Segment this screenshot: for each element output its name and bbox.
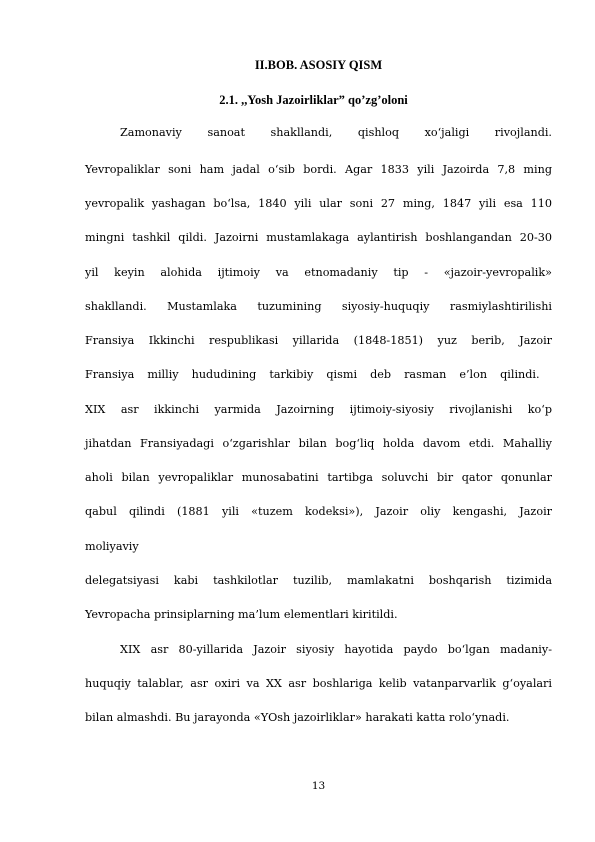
text-line: Fransiya milliy hududining tarkibiy qismi deb rasman e’lon qilindi. <box>85 368 540 381</box>
text-line: Zamonaviy sanoat shakllandi, qishloq xo‘jaligi rivojlandi. <box>120 126 552 139</box>
text-line: qabul qilindi (1881 yili «tuzem kodeksi»), Jazoir oliy kengashi, Jazoir <box>85 505 552 518</box>
page-number: 13 <box>311 780 326 792</box>
text-line: Yevropaliklar soni ham jadal o‘sib bordi. Agar 1833 yili Jazoirda 7,8 ming <box>85 163 552 176</box>
section-heading: 2.1. ,,Yosh Jazoirliklar” qo’zg’oloni <box>219 93 408 107</box>
text-line: huquqiy talablar, asr oxiri va XX asr boshlariga kelib vatanparvarlik g‘oyalari <box>85 677 552 690</box>
text-line: XIX asr 80-yillarida Jazoir siyosiy hayotida paydo bo‘lgan madaniy- <box>120 643 552 656</box>
text-line: yil keyin alohida ijtimoiy va etnomadaniy tip - «jazoir-yevropalik» <box>85 266 552 279</box>
text-line: mingni tashkil qildi. Jazoirni mustamlakaga aylantirish boshlangandan 20-30 <box>85 231 552 244</box>
text-line: Yevropacha prinsiplarning ma’lum elementlari kiritildi. <box>85 608 398 621</box>
text-line: XIX asr ikkinchi yarmida Jazoirning ijtimoiy-siyosiy rivojlanishi ko‘p <box>85 403 552 416</box>
text-line: jihatdan Fransiyadagi o‘zgarishlar bilan bog‘liq holda davom etdi. Mahalliy <box>85 437 552 450</box>
text-line: bilan almashdi. Bu jarayonda «YOsh jazoirliklar» harakati katta rolo‘ynadi. <box>85 711 510 724</box>
chapter-heading: II.BOB. ASOSIY QISM <box>254 58 383 72</box>
text-line: yevropalik yashagan bo‘lsa, 1840 yili ular soni 27 ming, 1847 yili esa 110 <box>85 197 552 210</box>
text-line: aholi bilan yevropaliklar munosabatini tartibga soluvchi bir qator qonunlar <box>85 471 552 484</box>
text-line: moliyaviy <box>85 540 139 553</box>
text-line: shakllandi. Mustamlaka tuzumining siyosiy-huquqiy rasmiylashtirilishi <box>85 300 552 313</box>
text-line: Fransiya Ikkinchi respublikasi yillarida (1848-1851) yuz berib, Jazoir <box>85 334 552 347</box>
text-line: delegatsiyasi kabi tashkilotlar tuzilib, mamlakatni boshqarish tizimida <box>85 574 552 587</box>
